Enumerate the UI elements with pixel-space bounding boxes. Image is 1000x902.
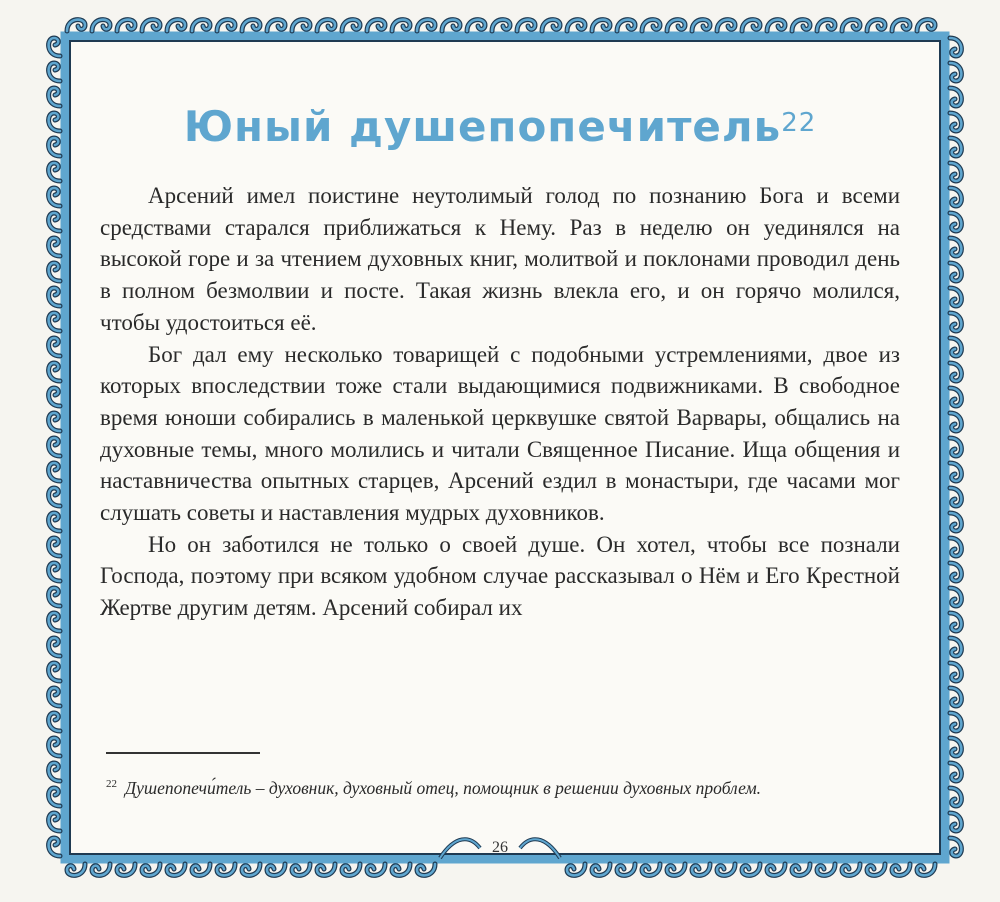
frame-curl <box>867 864 885 875</box>
frame-curl <box>49 663 60 681</box>
frame-curl <box>917 20 935 31</box>
frame-curl <box>950 463 961 481</box>
frame-curl <box>767 20 785 31</box>
frame-curl <box>950 413 961 431</box>
page-content <box>100 88 900 828</box>
frame-curl <box>950 113 961 131</box>
frame-curl <box>950 238 961 256</box>
frame-curl <box>792 20 810 31</box>
frame-curl <box>950 538 961 556</box>
footnote <box>106 778 896 799</box>
frame-curl <box>950 838 961 856</box>
frame-curl <box>49 313 60 331</box>
frame-curl <box>592 20 610 31</box>
frame-curl <box>950 438 961 456</box>
frame-curl <box>417 20 435 31</box>
frame-curl <box>950 188 961 206</box>
frame-curl <box>492 20 510 31</box>
frame-curl <box>950 63 961 81</box>
frame-curl <box>49 163 60 181</box>
frame-curl <box>67 864 85 875</box>
frame-curl <box>49 788 60 806</box>
frame-curl <box>49 338 60 356</box>
frame-curl <box>417 864 435 875</box>
frame-curl <box>642 864 660 875</box>
frame-curl <box>950 588 961 606</box>
frame-curl <box>317 864 335 875</box>
frame-curl <box>392 864 410 875</box>
frame-curl <box>49 63 60 81</box>
frame-curl <box>950 138 961 156</box>
frame-curl <box>692 20 710 31</box>
frame-curl <box>292 20 310 31</box>
frame-curl <box>49 613 60 631</box>
frame-curl <box>717 864 735 875</box>
frame-curl <box>950 688 961 706</box>
frame-curl <box>49 213 60 231</box>
frame-curl <box>49 238 60 256</box>
frame-curl <box>49 88 60 106</box>
frame-curl <box>950 263 961 281</box>
frame-curl <box>617 20 635 31</box>
frame-curl <box>92 20 110 31</box>
frame-curl <box>367 20 385 31</box>
frame-curl <box>167 20 185 31</box>
frame-curl <box>49 513 60 531</box>
frame-curl <box>592 864 610 875</box>
frame-curl <box>642 20 660 31</box>
frame-curl <box>892 864 910 875</box>
frame-curl <box>950 213 961 231</box>
frame-curl <box>567 864 585 875</box>
frame-curl <box>49 563 60 581</box>
frame-curl <box>49 713 60 731</box>
frame-curl <box>950 363 961 381</box>
frame-curl <box>867 20 885 31</box>
frame-curl <box>950 788 961 806</box>
frame-curl <box>49 588 60 606</box>
frame-curl <box>392 20 410 31</box>
frame-curl <box>342 20 360 31</box>
frame-curl <box>917 864 935 875</box>
frame-curl <box>950 638 961 656</box>
frame-curl <box>950 288 961 306</box>
frame-curl <box>92 864 110 875</box>
frame-curl <box>242 20 260 31</box>
frame-curl <box>467 20 485 31</box>
frame-curl <box>950 613 961 631</box>
frame-curl <box>950 388 961 406</box>
frame-curl <box>950 738 961 756</box>
frame-curl <box>817 20 835 31</box>
footnote-divider <box>106 752 260 754</box>
frame-curl <box>49 363 60 381</box>
frame-curl <box>49 138 60 156</box>
page-number: 26 <box>492 839 508 856</box>
frame-curl <box>242 864 260 875</box>
frame-curl <box>950 713 961 731</box>
frame-curl <box>950 563 961 581</box>
frame-curl <box>292 864 310 875</box>
frame-curl <box>950 163 961 181</box>
frame-curl <box>49 763 60 781</box>
frame-curl <box>842 864 860 875</box>
frame-curl <box>950 313 961 331</box>
frame-curl <box>950 338 961 356</box>
page-title <box>100 98 900 152</box>
frame-curl <box>317 20 335 31</box>
frame-curl <box>49 38 60 56</box>
frame-curl <box>142 864 160 875</box>
title-footnote-ref: 22 <box>781 108 817 138</box>
frame-curl <box>950 488 961 506</box>
frame-curl <box>950 513 961 531</box>
frame-curl <box>842 20 860 31</box>
frame-curl <box>950 88 961 106</box>
frame-curl <box>267 20 285 31</box>
frame-curl <box>217 20 235 31</box>
frame-curl <box>342 864 360 875</box>
title-text: Юный душепопечитель <box>183 102 782 151</box>
frame-curl <box>817 864 835 875</box>
frame-curl <box>192 864 210 875</box>
frame-curl <box>950 38 961 56</box>
frame-curl <box>367 864 385 875</box>
paragraph-2: Бог дал ему несколько товарищей с подобными устремлениями, двое из которых впоследствии тоже стали выдающимися подвижниками. В свободное время юноши собирались в маленькой церквушке святой Варвары, общались на духовные темы, много молились и читали Священное Писание. Ища общения и наставничества опытных старцев, Арсений ездил в монастыри, где часами мог слушать советы и наставления мудрых духовников. <box>100 341 900 526</box>
frame-curl <box>49 263 60 281</box>
frame-curl <box>49 438 60 456</box>
frame-curl <box>49 413 60 431</box>
frame-curl <box>892 20 910 31</box>
frame-curl <box>49 838 60 856</box>
frame-curl <box>167 864 185 875</box>
frame-curl <box>517 20 535 31</box>
footnote-text: Душепопечи́тель – духовник, духовный отец, помощник в решении духовных проблем. <box>125 778 761 798</box>
frame-curl <box>49 113 60 131</box>
frame-curl <box>742 864 760 875</box>
frame-curl <box>49 638 60 656</box>
frame-curl <box>49 738 60 756</box>
frame-curl <box>117 864 135 875</box>
frame-curl <box>49 188 60 206</box>
frame-curl <box>192 20 210 31</box>
frame-curl <box>49 388 60 406</box>
frame-curl <box>567 20 585 31</box>
frame-curl <box>692 864 710 875</box>
frame-curl <box>67 20 85 31</box>
frame-curl <box>542 20 560 31</box>
frame-curl <box>49 488 60 506</box>
frame-curl <box>142 20 160 31</box>
frame-curl <box>617 864 635 875</box>
frame-curl <box>217 864 235 875</box>
frame-curl <box>667 864 685 875</box>
frame-curl <box>792 864 810 875</box>
paragraph-1: Арсений имел поистине неутолимый голод по познанию Бога и всеми средствами старался приближаться к Нему. Раз в неделю он уединялся на высокой горе и за чтением духовных книг, молитвой и поклонами проводил день в полном безмолвии и посте. Такая жизнь влекла его, и он горячо молился, чтобы удостоиться её. <box>100 183 900 335</box>
frame-curl <box>950 763 961 781</box>
frame-curl <box>667 20 685 31</box>
frame-curl <box>267 864 285 875</box>
frame-curl <box>49 288 60 306</box>
frame-curl <box>49 688 60 706</box>
footnote-number: 22 <box>106 778 117 790</box>
frame-curl <box>49 463 60 481</box>
frame-curl <box>950 813 961 831</box>
frame-curl <box>117 20 135 31</box>
frame-curl <box>950 663 961 681</box>
frame-curl <box>49 813 60 831</box>
paragraph-3: Но он заботился не только о своей душе. Он хотел, чтобы все познали Господа, поэтому при всяком удобном случае рассказывал о Нём и Его Крестной Жертве другим детям. Арсений собирал их <box>100 531 900 621</box>
frame-curl <box>742 20 760 31</box>
frame-curl <box>49 538 60 556</box>
frame-curl <box>767 864 785 875</box>
frame-curl <box>717 20 735 31</box>
frame-curl <box>442 20 460 31</box>
